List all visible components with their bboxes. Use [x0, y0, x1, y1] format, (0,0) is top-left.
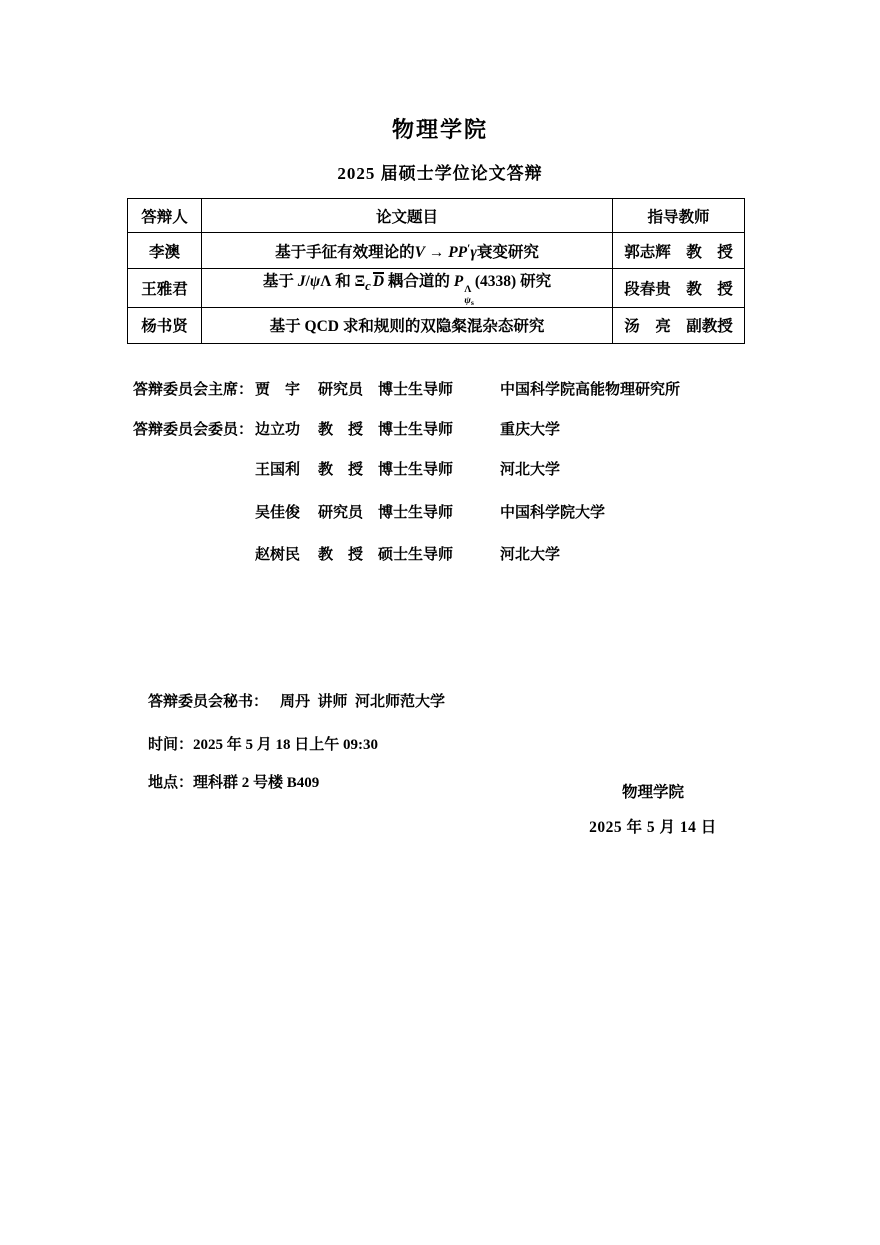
committee-member-name: 王国利: [255, 462, 301, 478]
committee-chair-label: 答辩委员会主席：: [133, 382, 254, 398]
committee-member-line: [133, 545, 561, 565]
page-title: 物理学院: [391, 117, 488, 142]
location-label: 地点：: [148, 775, 194, 791]
secretary-label: 答辩委员会秘书：: [148, 694, 269, 710]
committee-member-rank: 研究员: [318, 382, 364, 398]
committee-member-line: [133, 503, 606, 523]
secretary-value: 周丹 讲师 河北师范大学: [280, 694, 446, 710]
page-subtitle: 2025 届硕士学位论文答辩: [337, 164, 543, 183]
committee-member-supervisor-type: 博士生导师: [378, 422, 454, 438]
advisor-name: 汤 亮 副教授: [613, 307, 745, 343]
table-row: [128, 269, 745, 308]
committee-member-institution: 河北大学: [500, 462, 561, 478]
location-value: 理科群 2 号楼 B409: [193, 775, 320, 791]
time-value: 2025 年 5 月 18 日上午 09:30: [193, 737, 379, 753]
advisor-name: 段春贵 教 授: [613, 269, 745, 308]
committee-member-line: [133, 420, 561, 440]
committee-member-supervisor-type: 博士生导师: [378, 382, 454, 398]
defense-table: [127, 198, 745, 344]
committee-member-institution: 中国科学院大学: [500, 505, 606, 521]
committee-member-rank: 研究员: [318, 505, 364, 521]
committee-member-institution: 中国科学院高能物理研究所: [500, 382, 681, 398]
committee-member-institution: 重庆大学: [500, 422, 561, 438]
time-label: 时间：: [148, 737, 194, 753]
committee-chair-line: [133, 380, 681, 400]
committee-member-line: [133, 460, 561, 480]
thesis-title: 基于 QCD 求和规则的双隐粲混杂态研究: [202, 307, 613, 343]
time-line: [133, 715, 379, 753]
thesis-title: 基于手征有效理论的V → PP′γ衰变研究: [202, 233, 613, 269]
thesis-title: 基于 J/ψΛ 和 $\Xi_c$ D 耦合道的 P Λ ψs (4338) 研究: [202, 269, 613, 308]
table-header-row: [128, 199, 745, 233]
secretary-line: [133, 672, 446, 710]
committee-member-supervisor-type: 博士生导师: [378, 462, 454, 478]
committee-member-supervisor-type: 博士生导师: [378, 505, 454, 521]
col-header-advisor: 指导教师: [613, 199, 745, 233]
col-header-thesis-title: 论文题目: [202, 199, 613, 233]
defender-name: 王雅君: [128, 269, 202, 308]
signature-organization: 物理学院: [621, 784, 684, 801]
defender-name: 杨书贤: [128, 307, 202, 343]
committee-member-name: 赵树民: [255, 547, 301, 563]
committee-members-label: 答辩委员会委员：: [133, 422, 254, 438]
advisor-name: 郭志辉 教 授: [613, 233, 745, 269]
defender-name: 李澳: [128, 233, 202, 269]
committee-member-name: 吴佳俊: [255, 505, 301, 521]
col-header-defender: 答辩人: [128, 199, 202, 233]
location-line: [133, 753, 320, 791]
committee-member-name: 贾 宇: [255, 382, 301, 398]
committee-member-rank: 教 授: [318, 462, 364, 478]
committee-member-supervisor-type: 硕士生导师: [378, 547, 454, 563]
committee-member-rank: 教 授: [318, 547, 364, 563]
signature-block: [540, 783, 766, 838]
table-row: [128, 307, 745, 343]
committee-member-institution: 河北大学: [500, 547, 561, 563]
signature-date: 2025 年 5 月 14 日: [589, 819, 717, 836]
committee-member-name: 边立功: [255, 422, 301, 438]
table-row: [128, 233, 745, 269]
committee-member-rank: 教 授: [318, 422, 364, 438]
